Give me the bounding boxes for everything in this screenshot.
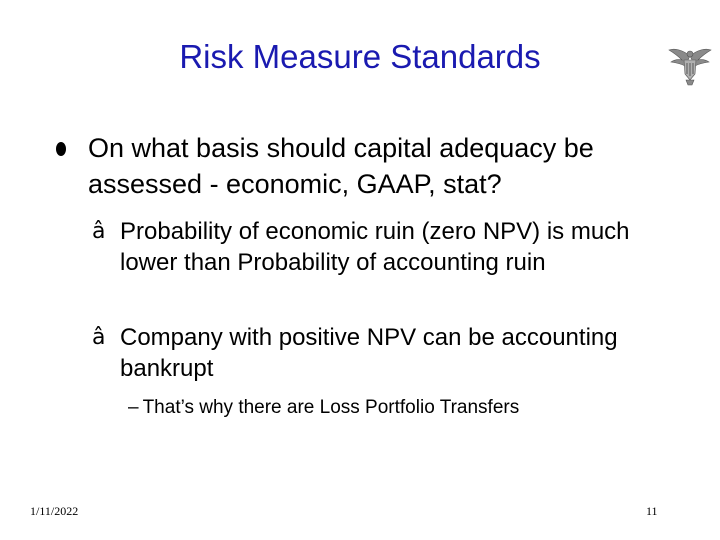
sub-sub-bullet [128, 396, 688, 420]
main-bullet-text: On what basis should capital adequacy be assessed - economic, GAAP, stat? [88, 133, 594, 199]
sub-bullet-2-text: Company with positive NPV can be accounting bankrupt [120, 324, 618, 382]
eagle-crest-icon [668, 44, 712, 86]
bullet-dot [56, 142, 66, 156]
sub-bullet-1 [92, 216, 652, 278]
arrow-bullet-icon: â [92, 325, 106, 350]
sub-bullet-2 [92, 322, 652, 384]
footer-date: 1/11/2022 [30, 504, 79, 518]
slide-title: Risk Measure Standards [179, 38, 541, 75]
page-number: 11 [646, 504, 658, 518]
dash-bullet: – [128, 397, 139, 418]
sub-bullet-1-text: Probability of economic ruin (zero NPV) is much lower than Probability of accounting ruin [120, 218, 630, 276]
arrow-bullet-icon: â [92, 219, 106, 244]
sub-sub-bullet-text: That’s why there are Loss Portfolio Transfers [142, 397, 520, 418]
